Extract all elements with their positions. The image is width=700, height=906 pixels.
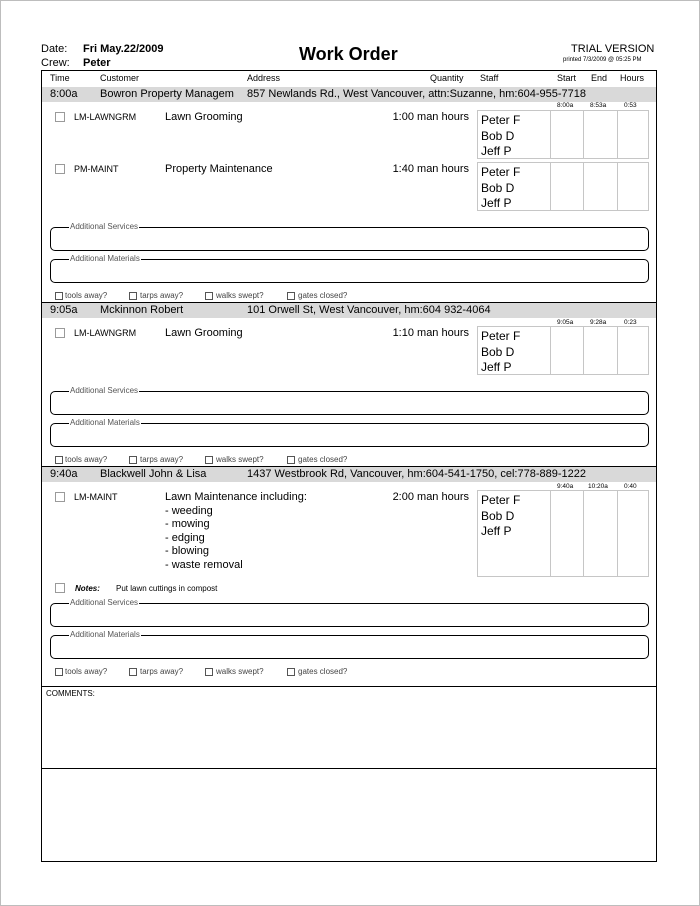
comments-area[interactable] (42, 700, 656, 768)
staff-list (481, 493, 520, 540)
col-start: Start (557, 73, 577, 83)
col-address: Address (247, 73, 281, 83)
staff-name: Jeff P (481, 360, 512, 374)
task-end-time: 10:20a (588, 483, 608, 490)
service-line: - waste removal (165, 558, 243, 571)
tarps-away-label: tarps away? (140, 667, 184, 676)
additional-materials-box[interactable] (50, 630, 649, 659)
additional-materials-label: Additional Materials (70, 254, 140, 263)
date-value: Fri May.22/2009 (83, 43, 164, 55)
job-time: 9:40a (50, 468, 78, 480)
additional-materials-box[interactable] (50, 254, 649, 283)
tools-away-checkbox[interactable] (55, 668, 63, 676)
staff-name: Peter F (481, 113, 521, 127)
gates-closed-label: gates closed? (298, 455, 348, 464)
additional-services-label: Additional Services (70, 222, 139, 231)
additional-services-box[interactable] (50, 386, 649, 415)
staff-name: Jeff P (481, 144, 512, 158)
tarps-away-checkbox[interactable] (129, 456, 137, 464)
tools-away-checkbox[interactable] (55, 456, 63, 464)
task-code: LM-LAWNGRM (74, 112, 137, 122)
crew-value: Peter (83, 57, 111, 69)
gates-closed-label: gates closed? (298, 667, 348, 676)
gates-closed-checkbox[interactable] (287, 456, 295, 464)
notes-text: Put lawn cuttings in compost (116, 584, 218, 593)
tarps-away-label: tarps away? (140, 455, 184, 464)
job-customer: Mckinnon Robert (100, 304, 184, 316)
task-checkbox[interactable] (55, 492, 65, 502)
staff-list (481, 113, 520, 160)
task-quantity: 2:00 man hours (392, 491, 469, 503)
staff-name: Jeff P (481, 196, 512, 210)
job-customer: Bowron Property Managem (100, 88, 234, 100)
job-time: 8:00a (50, 88, 78, 100)
task-quantity: 1:00 man hours (392, 111, 469, 123)
service-line: Lawn Maintenance including: (165, 491, 307, 503)
walks-swept-label: walks swept? (216, 291, 264, 300)
staff-time-box (477, 326, 649, 375)
task-checkbox[interactable] (55, 112, 65, 122)
additional-services-label: Additional Services (70, 386, 139, 395)
date-label: Date: (41, 43, 68, 55)
page-title: Work Order (299, 44, 398, 64)
staff-name: Peter F (481, 329, 521, 343)
col-end: End (591, 73, 608, 83)
service-line: - edging (165, 531, 205, 544)
staff-time-box (477, 110, 649, 159)
staff-list (481, 165, 520, 212)
tools-away-label: tools away? (65, 667, 108, 676)
task-start-time: 9:40a (557, 483, 574, 490)
job-customer: Blackwell John & Lisa (100, 468, 207, 480)
additional-materials-label: Additional Materials (70, 418, 140, 427)
additional-materials-box[interactable] (50, 418, 649, 447)
task-hours: 0:23 (624, 319, 637, 326)
tools-away-checkbox[interactable] (55, 292, 63, 300)
notes-label: Notes: (75, 584, 100, 593)
service-line: - mowing (165, 518, 210, 530)
col-staff: Staff (480, 73, 499, 83)
walks-swept-checkbox[interactable] (205, 456, 213, 464)
tarps-away-label: tarps away? (140, 291, 184, 300)
staff-list (481, 329, 520, 376)
task-start-time: 9:05a (557, 319, 574, 326)
task-quantity: 1:40 man hours (392, 163, 469, 175)
staff-time-box (477, 490, 649, 577)
col-time: Time (50, 73, 70, 83)
task-end-time: 9:28a (590, 319, 607, 326)
additional-materials-label: Additional Materials (70, 630, 140, 639)
task-service: Property Maintenance (165, 163, 273, 175)
task-code: LM-LAWNGRM (74, 328, 137, 338)
section-divider (42, 686, 656, 687)
col-hours: Hours (620, 73, 645, 83)
tools-away-label: tools away? (65, 455, 108, 464)
staff-time-box (477, 162, 649, 211)
tools-away-label: tools away? (65, 291, 108, 300)
staff-name: Jeff P (481, 524, 512, 538)
job-time: 9:05a (50, 304, 78, 316)
printed-timestamp: printed 7/3/2009 @ 05:25 PM (563, 57, 642, 63)
additional-services-box[interactable] (50, 598, 649, 627)
staff-name: Peter F (481, 165, 521, 179)
task-service: Lawn Grooming (165, 111, 243, 123)
trial-version-label: TRIAL VERSION (571, 43, 655, 55)
walks-swept-checkbox[interactable] (205, 292, 213, 300)
task-hours: 0:53 (624, 102, 637, 109)
crew-label: Crew: (41, 57, 70, 69)
col-customer: Customer (100, 73, 140, 83)
task-code: LM-MAINT (74, 492, 118, 502)
task-end-time: 8:53a (590, 102, 607, 109)
task-checkbox[interactable] (55, 328, 65, 338)
service-line: - weeding (165, 504, 213, 517)
additional-services-box[interactable] (50, 222, 649, 251)
tarps-away-checkbox[interactable] (129, 668, 137, 676)
task-hours: 0:40 (624, 483, 637, 490)
additional-services-label: Additional Services (70, 598, 139, 607)
comments-label: COMMENTS: (46, 689, 95, 698)
staff-name: Peter F (481, 493, 521, 507)
task-code: PM-MAINT (74, 164, 119, 174)
staff-name: Bob D (481, 128, 515, 143)
walks-swept-checkbox[interactable] (205, 668, 213, 676)
task-checkbox[interactable] (55, 164, 65, 174)
notes-checkbox[interactable] (55, 583, 65, 593)
staff-name: Bob D (481, 344, 515, 359)
gates-closed-checkbox[interactable] (287, 292, 295, 300)
walks-swept-label: walks swept? (216, 667, 264, 676)
tarps-away-checkbox[interactable] (129, 292, 137, 300)
walks-swept-label: walks swept? (216, 455, 264, 464)
task-start-time: 8:00a (557, 102, 574, 109)
col-quantity: Quantity (430, 73, 464, 83)
task-quantity: 1:10 man hours (392, 327, 469, 339)
task-service-lines (165, 491, 307, 572)
service-line: - blowing (165, 545, 210, 557)
task-service: Lawn Grooming (165, 327, 243, 339)
staff-name: Bob D (481, 180, 515, 195)
job-address: 1437 Westbrook Rd, Vancouver, hm:604-541-1750, cel:778-889-1222 (247, 468, 586, 480)
job-address: 101 Orwell St, West Vancouver, hm:604 932-4064 (247, 304, 491, 316)
staff-name: Bob D (481, 508, 515, 523)
gates-closed-checkbox[interactable] (287, 668, 295, 676)
comments-divider (42, 768, 656, 769)
gates-closed-label: gates closed? (298, 291, 348, 300)
job-address: 857 Newlands Rd., West Vancouver, attn:Suzanne, hm:604-955-7718 (247, 88, 586, 100)
